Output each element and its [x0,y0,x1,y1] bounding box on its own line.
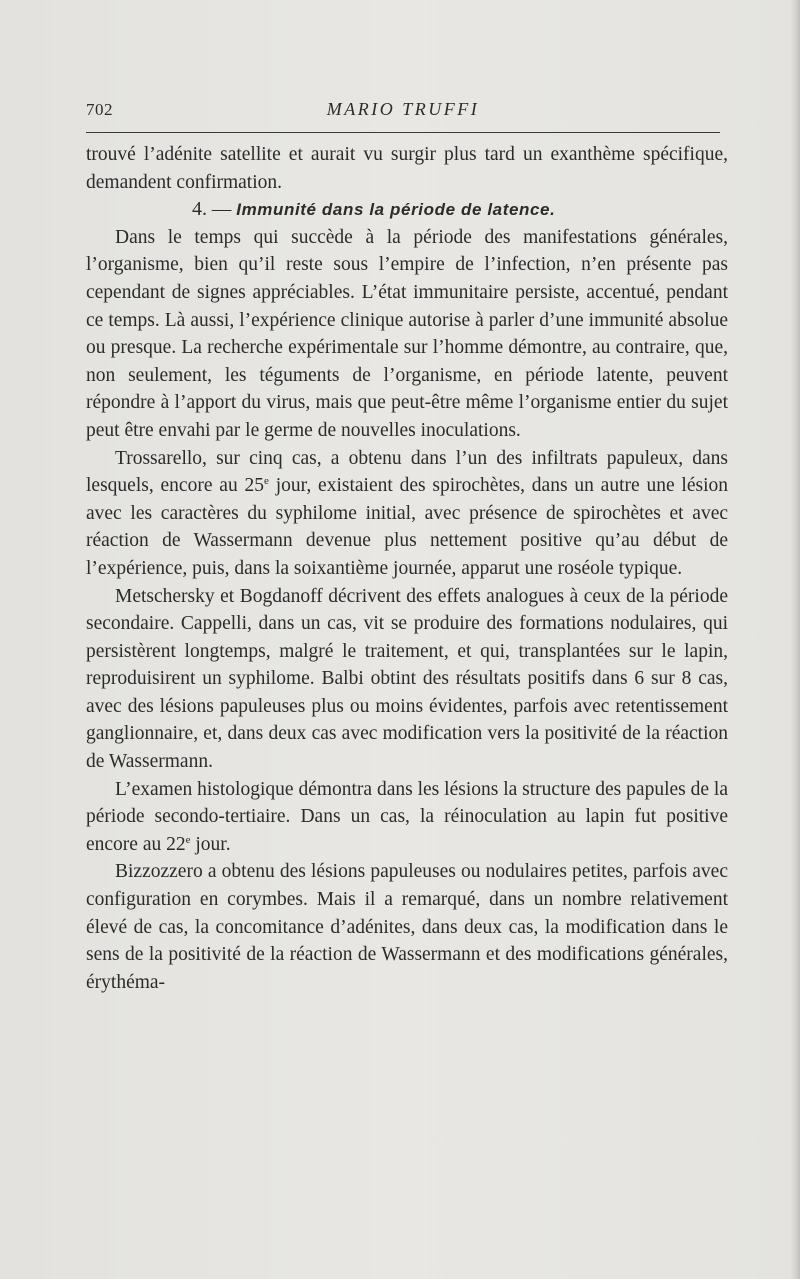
section-number: 4. [192,198,207,221]
page-number: 702 [86,100,113,119]
paragraph [86,776,728,859]
paragraph-continued: trouvé l’adénite satellite et aurait vu surgir plus tard un exanthème spécifique, demandent confirmation. [86,144,728,193]
page-edge-shadow [790,0,800,1279]
paragraph [86,445,728,583]
page-body [86,141,728,996]
section-title: Immunité dans la période de latence. [236,200,556,220]
running-head: MARIO TRUFFI [326,99,480,119]
paragraph: Bizzozzero a obtenu des lésions papuleuses ou nodulaires petites, parfois avec configuration en corymbes. Mais il a remarqué, dans un nombre relativement élevé de cas, la concomitance d’adénites, dans deux cas, la modification dans le sens de la positivité de la réaction de Wassermann et des modifications générales, érythéma- [86,861,728,993]
paragraph-text: Trossarello, sur cinq cas, a obtenu dans l’un des infiltrats papuleux, dans lesquels, encore au 25 [86,447,728,497]
section-heading [86,196,728,224]
paragraph-text: L’examen histologique démontra dans les lésions la structure des papules de la période secondo-tertiaire. Dans un cas, la réinoculation au lapin fut positive encore au 22 [86,778,728,855]
superscript: e [264,475,269,488]
section-dash: — [207,199,237,221]
header-rule [86,132,720,133]
superscript: e [185,833,191,846]
paragraph-text: jour. [190,833,231,855]
page-header [86,96,720,130]
paragraph: Metschersky et Bogdanoff décrivent des effets analogues à ceux de la période secondaire. Cappelli, dans un cas, vit se produire des formations nodulaires, qui persistèrent longtemps, malgré le traitement, et qui, transplantées sur le lapin, reproduisirent un syphilome. Balbi obtint des résultats positifs dans 6 sur 8 cas, avec des lésions papuleuses plus ou moins évidentes, parfois avec retentissement ganglionnaire, et, dans deux cas avec modification vers la positivité de la réaction de Wassermann. [86,585,728,773]
paragraph: Dans le temps qui succède à la période des manifestations générales, l’organisme, bien qu’il reste sous l’empire de l’infection, n’en présente pas cependant de signes appréciables. L’état immunitaire persiste, accentué, pendant ce temps. Là aussi, l’expérience clinique autorise à parler d’une immunité absolue ou presque. La recherche expérimentale sur l’homme démontre, au contraire, que, non seulement, les téguments de l’organisme, en période latente, peuvent répondre à l’apport du virus, mais que peut-être même l’organisme entier du sujet peut être envahi par le germe de nouvelles inoculations. [86,226,728,441]
paragraph-text: jour, existaient des spirochètes, dans un autre une lésion avec les caractères du syphilome initial, avec présence de spirochètes et avec réaction de Wassermann devenue plus nettement positive qu’au début de l’expérience, puis, dans la soixantième journée, apparut une roséole typique. [86,475,728,579]
